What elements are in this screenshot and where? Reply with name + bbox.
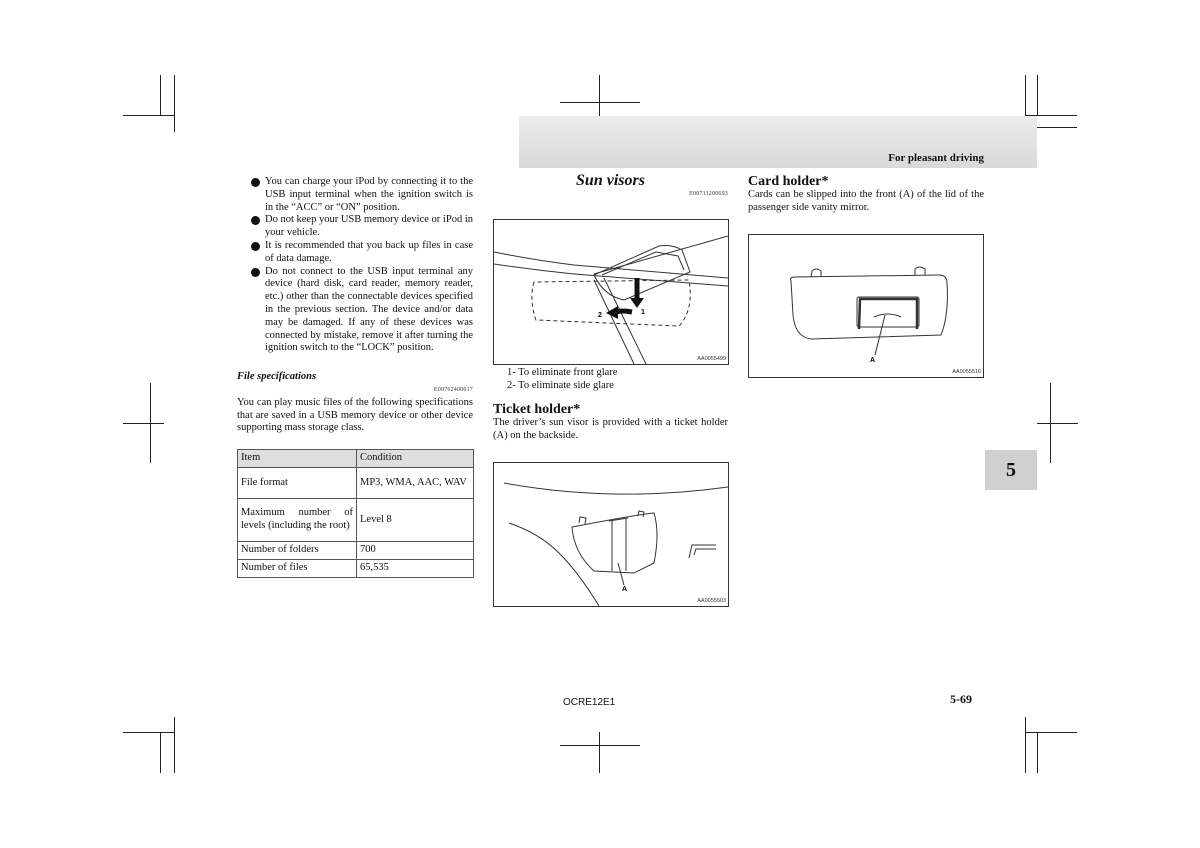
table-cell: Level 8	[357, 498, 474, 541]
sun-visor-figure	[493, 219, 729, 365]
table-cell: 700	[357, 541, 474, 559]
table-header-condition: Condition	[357, 450, 474, 468]
bullet-icon	[251, 242, 260, 251]
bullet-icon	[251, 178, 260, 187]
figure-code: AA0055516	[952, 369, 981, 375]
table-row	[238, 498, 474, 541]
table-header-item: Item	[238, 450, 357, 468]
sun-visor-illustration	[494, 220, 728, 364]
chapter-number: 5	[1006, 458, 1016, 481]
bullet-icon	[251, 216, 260, 225]
legend-item-2: 2- To eliminate side glare	[507, 379, 614, 391]
file-spec-intro: You can play music files of the following specifications that are saved in a USB memory device or other device supporting mass storage class.	[237, 396, 473, 434]
figure-label-2: 2	[598, 312, 602, 319]
document-code: OCRE12E1	[563, 697, 616, 708]
table-cell: 65,535	[357, 559, 474, 577]
card-holder-heading: Card holder*	[748, 174, 829, 189]
page-number: 5-69	[950, 692, 972, 706]
table-row	[238, 559, 474, 577]
table-cell: Maximum number of levels (including the root)	[238, 498, 357, 541]
table-row	[238, 541, 474, 559]
usb-notes-list	[237, 176, 473, 355]
ticket-holder-section	[493, 404, 728, 442]
table-header-row	[238, 450, 474, 468]
left-column	[237, 176, 473, 578]
sun-visor-legend	[507, 367, 728, 393]
sun-visors-code: E00711200693	[689, 190, 728, 197]
ticket-holder-heading: Ticket holder*	[493, 402, 581, 417]
bullet-icon	[251, 268, 260, 277]
list-item: Do not connect to the USB input terminal any device (hard disk, card reader, memory reader, etc.) other than the connectable devices specified in the previous section. The device and/or data may be damaged. If any of these devices was connected by mistake, remove it after turning the ignition switch to the “LOCK” position.	[237, 266, 473, 356]
card-holder-illustration	[749, 235, 983, 377]
file-spec-table	[237, 449, 474, 578]
ticket-holder-figure	[493, 462, 729, 607]
list-item: Do not keep your USB memory device or iPod in your vehicle.	[237, 214, 473, 240]
table-cell: Number of files	[238, 559, 357, 577]
section-title: For pleasant driving	[888, 152, 984, 164]
ticket-holder-text: The driver’s sun visor is provided with a ticket holder (A) on the backside.	[493, 416, 728, 441]
table-cell: MP3, WMA, AAC, WAV	[357, 467, 474, 498]
ticket-holder-illustration	[494, 463, 728, 606]
figure-code: AA0055499	[697, 356, 726, 362]
legend-item-1: 1- To eliminate front glare	[507, 367, 618, 378]
figure-label-a: A	[870, 357, 876, 364]
list-item: You can charge your iPod by connecting it to the USB input terminal when the ignition switch is in the “ACC” or “ON” position.	[237, 176, 473, 214]
figure-code: AA0055503	[697, 598, 726, 604]
card-holder-text: Cards can be slipped into the front (A) of the lid of the passenger side vanity mirror.	[748, 188, 984, 213]
list-item: It is recommended that you back up files in case of data damage.	[237, 240, 473, 266]
sun-visors-title: Sun visors	[576, 172, 645, 189]
chapter-tab	[985, 450, 1037, 490]
table-cell: Number of folders	[238, 541, 357, 559]
table-cell: File format	[238, 467, 357, 498]
figure-label-1: 1	[641, 309, 645, 316]
middle-column	[493, 172, 728, 201]
card-holder-figure	[748, 234, 984, 378]
file-spec-heading: File specifications	[237, 371, 317, 383]
table-row	[238, 467, 474, 498]
card-holder-section	[748, 176, 984, 214]
figure-label-a: A	[622, 586, 628, 593]
file-spec-code: E00762400017	[433, 386, 473, 393]
